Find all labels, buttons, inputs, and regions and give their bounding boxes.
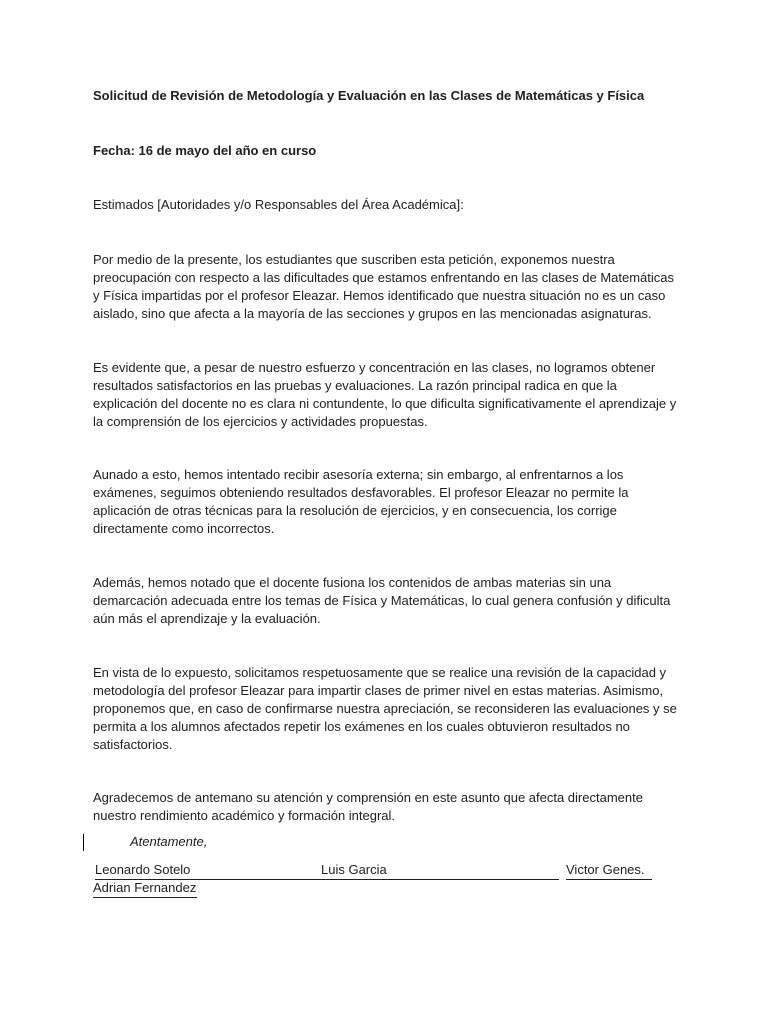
- paragraph: Por medio de la presente, los estudiantes que suscriben esta petición, exponemos nuestra preocupación con respecto a las dificultades que estamos enfrentando en las clases de Matemáticas y Física impartidas por el profesor Eleazar. Hemos identificado que nuestra situación no es un caso aislado, sino que afecta a la mayoría de las secciones y grupos en las mencionadas asignaturas.: [93, 252, 675, 321]
- signature-name: Adrian Fernandez: [93, 879, 197, 898]
- document-date: Fecha: 16 de mayo del año en curso: [93, 143, 317, 158]
- paragraph: Es evidente que, a pesar de nuestro esfuerzo y concentración en las clases, no logramos obtener resultados satisfactorios en las pruebas y evaluaciones. La razón principal radica en que la explicación del docente no es clara ni contundente, lo que dificulta significativamente el aprendizaje y la comprensión de los ejercicios y actividades propuestas.: [93, 360, 677, 429]
- signature-name: Leonardo Sotelo: [95, 861, 323, 880]
- document-title: Solicitud de Revisión de Metodología y Evaluación en las Clases de Matemáticas y Física: [93, 88, 645, 103]
- paragraph: Aunado a esto, hemos intentado recibir asesoría externa; sin embargo, al enfrentarnos a los exámenes, seguimos obteniendo resultados desfavorables. El profesor Eleazar no permite la aplicación de otras técnicas para la resolución de ejercicios, y en consecuencia, los corrige directamente como incorrectos.: [93, 467, 629, 536]
- signature-name: Victor Genes.: [566, 861, 654, 880]
- text-cursor: [83, 834, 84, 851]
- closing-text: Atentamente,: [130, 834, 208, 849]
- greeting: Estimados [Autoridades y/o Responsables del Área Académica]:: [93, 197, 464, 212]
- paragraph: En vista de lo expuesto, solicitamos respetuosamente que se realice una revisión de la capacidad y metodología del profesor Eleazar para impartir clases de primer nivel en estas materias. Asimismo, proponemos que, en caso de confirmarse nuestra apreciación, se reconsideren las evaluaciones y se permita a los alumnos afectados repetir los exámenes en los cuales obtuvieron resultados no satisfactorios.: [93, 665, 677, 752]
- paragraph: Además, hemos notado que el docente fusiona los contenidos de ambas materias sin una demarcación adecuada entre los temas de Física y Matemáticas, lo cual genera confusión y dificulta aún más el aprendizaje y la evaluación.: [93, 575, 671, 626]
- signature-row: [93, 861, 663, 879]
- signature-name: Luis Garcia: [321, 861, 563, 880]
- paragraph: Agradecemos de antemano su atención y comprensión en este asunto que afecta directamente nuestro rendimiento académico y formación integral.: [93, 790, 643, 823]
